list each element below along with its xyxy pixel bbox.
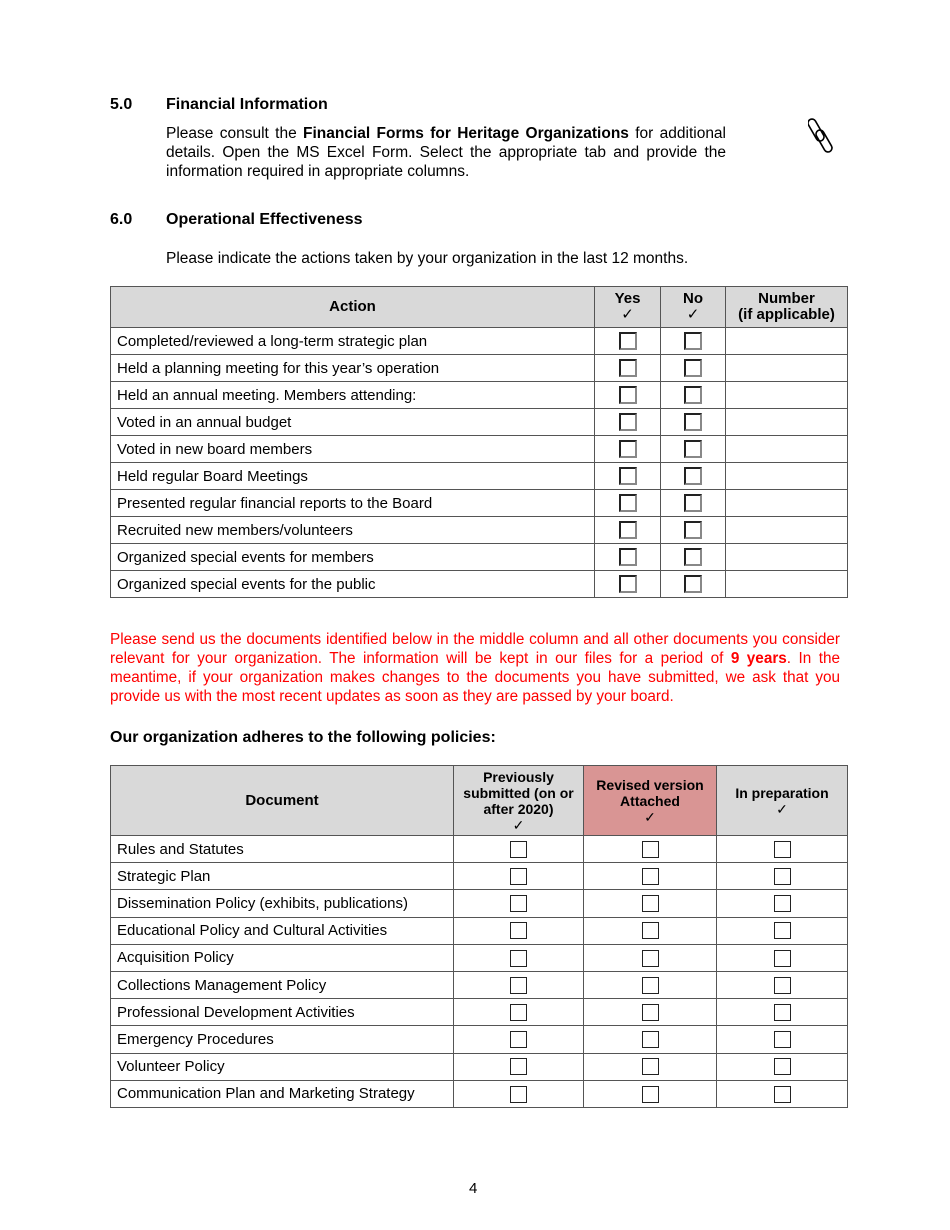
- no-checkbox[interactable]: [684, 440, 702, 458]
- table-row: [111, 571, 848, 598]
- table-row: [111, 517, 848, 544]
- number-input[interactable]: [726, 544, 848, 571]
- revised-version-checkbox[interactable]: [642, 1004, 659, 1021]
- number-input[interactable]: [726, 571, 848, 598]
- document-label: Educational Policy and Cultural Activities: [111, 917, 454, 944]
- revised-version-checkbox[interactable]: [642, 1058, 659, 1075]
- number-input[interactable]: [726, 355, 848, 382]
- action-label: Held regular Board Meetings: [111, 463, 595, 490]
- revised-version-checkbox[interactable]: [642, 1086, 659, 1103]
- in-preparation-checkbox[interactable]: [774, 950, 791, 967]
- in-preparation-checkbox[interactable]: [774, 1004, 791, 1021]
- in-preparation-checkbox[interactable]: [774, 1058, 791, 1075]
- yes-checkbox[interactable]: [619, 332, 637, 350]
- table-row: [111, 490, 848, 517]
- action-label: Completed/reviewed a long-term strategic plan: [111, 328, 595, 355]
- yes-checkbox[interactable]: [619, 548, 637, 566]
- previously-submitted-checkbox[interactable]: [510, 1058, 527, 1075]
- table-row: [111, 436, 848, 463]
- table-row: [111, 463, 848, 490]
- no-checkbox[interactable]: [684, 494, 702, 512]
- table-row: [111, 544, 848, 571]
- action-label: Held a planning meeting for this year’s operation: [111, 355, 595, 382]
- document-label: Volunteer Policy: [111, 1053, 454, 1080]
- no-checkbox[interactable]: [684, 467, 702, 485]
- no-checkbox[interactable]: [684, 386, 702, 404]
- page-number: 4: [469, 1180, 478, 1197]
- table-row: [111, 328, 848, 355]
- yes-checkbox[interactable]: [619, 440, 637, 458]
- document-label: Collections Management Policy: [111, 971, 454, 998]
- action-label: Recruited new members/volunteers: [111, 517, 595, 544]
- header-document: Document: [111, 766, 454, 836]
- table-row: [111, 1080, 848, 1107]
- document-label: Strategic Plan: [111, 863, 454, 890]
- revised-version-checkbox[interactable]: [642, 1031, 659, 1048]
- yes-checkbox[interactable]: [619, 494, 637, 512]
- header-number: Number (if applicable): [726, 287, 848, 328]
- in-preparation-checkbox[interactable]: [774, 895, 791, 912]
- yes-checkbox[interactable]: [619, 575, 637, 593]
- yes-checkbox[interactable]: [619, 386, 637, 404]
- table-row: [111, 917, 848, 944]
- number-input[interactable]: [726, 382, 848, 409]
- action-label: Organized special events for members: [111, 544, 595, 571]
- table-row: [111, 355, 848, 382]
- yes-checkbox[interactable]: [619, 467, 637, 485]
- in-preparation-checkbox[interactable]: [774, 922, 791, 939]
- actions-table: [110, 286, 848, 598]
- document-label: Acquisition Policy: [111, 944, 454, 971]
- section6-intro: Please indicate the actions taken by your organization in the last 12 months.: [166, 250, 689, 267]
- number-input[interactable]: [726, 517, 848, 544]
- no-checkbox[interactable]: [684, 521, 702, 539]
- policies-heading: Our organization adheres to the following policies:: [110, 729, 496, 746]
- previously-submitted-checkbox[interactable]: [510, 977, 527, 994]
- yes-checkbox[interactable]: [619, 521, 637, 539]
- header-revised-version: Revised version Attached ✓: [584, 766, 717, 836]
- action-label: Voted in an annual budget: [111, 409, 595, 436]
- revised-version-checkbox[interactable]: [642, 895, 659, 912]
- section5-number: 5.0: [110, 96, 133, 113]
- header-action: Action: [111, 287, 595, 328]
- in-preparation-checkbox[interactable]: [774, 1031, 791, 1048]
- in-preparation-checkbox[interactable]: [774, 841, 791, 858]
- no-checkbox[interactable]: [684, 548, 702, 566]
- header-no: No ✓: [661, 287, 726, 328]
- no-checkbox[interactable]: [684, 359, 702, 377]
- table-row: [111, 944, 848, 971]
- previously-submitted-checkbox[interactable]: [510, 868, 527, 885]
- header-yes: Yes ✓: [595, 287, 661, 328]
- revised-version-checkbox[interactable]: [642, 922, 659, 939]
- revised-version-checkbox[interactable]: [642, 977, 659, 994]
- in-preparation-checkbox[interactable]: [774, 868, 791, 885]
- document-label: Rules and Statutes: [111, 836, 454, 863]
- table-row: [111, 971, 848, 998]
- action-label: Presented regular financial reports to the Board: [111, 490, 595, 517]
- table-row: [111, 1053, 848, 1080]
- number-input[interactable]: [726, 328, 848, 355]
- table-row: [111, 1026, 848, 1053]
- header-previously-submitted: Previously submitted (on or after 2020) ✓: [454, 766, 584, 836]
- previously-submitted-checkbox[interactable]: [510, 950, 527, 967]
- policies-table: [110, 765, 848, 1108]
- previously-submitted-checkbox[interactable]: [510, 1004, 527, 1021]
- action-label: Organized special events for the public: [111, 571, 595, 598]
- section5-text: Please consult the Financial Forms for Heritage Organizations for additional details. Open the MS Excel Form. Select the appropriate tab and provide the information required in appropriate columns.: [166, 125, 726, 180]
- table-row: [111, 409, 848, 436]
- no-checkbox[interactable]: [684, 332, 702, 350]
- table-row: [111, 382, 848, 409]
- header-in-preparation: In preparation ✓: [717, 766, 848, 836]
- no-checkbox[interactable]: [684, 413, 702, 431]
- no-checkbox[interactable]: [684, 575, 702, 593]
- action-label: Voted in new board members: [111, 436, 595, 463]
- revised-version-checkbox[interactable]: [642, 841, 659, 858]
- previously-submitted-checkbox[interactable]: [510, 841, 527, 858]
- revised-version-checkbox[interactable]: [642, 950, 659, 967]
- previously-submitted-checkbox[interactable]: [510, 895, 527, 912]
- previously-submitted-checkbox[interactable]: [510, 922, 527, 939]
- in-preparation-checkbox[interactable]: [774, 977, 791, 994]
- table-row: [111, 999, 848, 1026]
- action-label: Held an annual meeting. Members attending:: [111, 382, 595, 409]
- documents-notice: Please send us the documents identified below in the middle column and all other documents you consider relevant for your organization. The information will be kept in our files for a period of 9 years. In the meantime, if your organization makes changes to the documents you have submitted, we ask that you provide us with the most recent updates as soon as they are passed by your board.: [110, 631, 840, 705]
- previously-submitted-checkbox[interactable]: [510, 1086, 527, 1103]
- document-label: Professional Development Activities: [111, 999, 454, 1026]
- number-input[interactable]: [726, 436, 848, 463]
- in-preparation-checkbox[interactable]: [774, 1086, 791, 1103]
- section6-title: Operational Effectiveness: [166, 211, 363, 228]
- yes-checkbox[interactable]: [619, 413, 637, 431]
- number-input[interactable]: [726, 463, 848, 490]
- yes-checkbox[interactable]: [619, 359, 637, 377]
- table-row: [111, 863, 848, 890]
- document-label: Emergency Procedures: [111, 1026, 454, 1053]
- paperclip-icon: [808, 116, 834, 156]
- section6-number: 6.0: [110, 211, 133, 228]
- revised-version-checkbox[interactable]: [642, 868, 659, 885]
- number-input[interactable]: [726, 490, 848, 517]
- previously-submitted-checkbox[interactable]: [510, 1031, 527, 1048]
- number-input[interactable]: [726, 409, 848, 436]
- table-row: [111, 890, 848, 917]
- table-row: [111, 836, 848, 863]
- document-label: Dissemination Policy (exhibits, publications): [111, 890, 454, 917]
- document-label: Communication Plan and Marketing Strategy: [111, 1080, 454, 1107]
- section5-title: Financial Information: [166, 96, 328, 113]
